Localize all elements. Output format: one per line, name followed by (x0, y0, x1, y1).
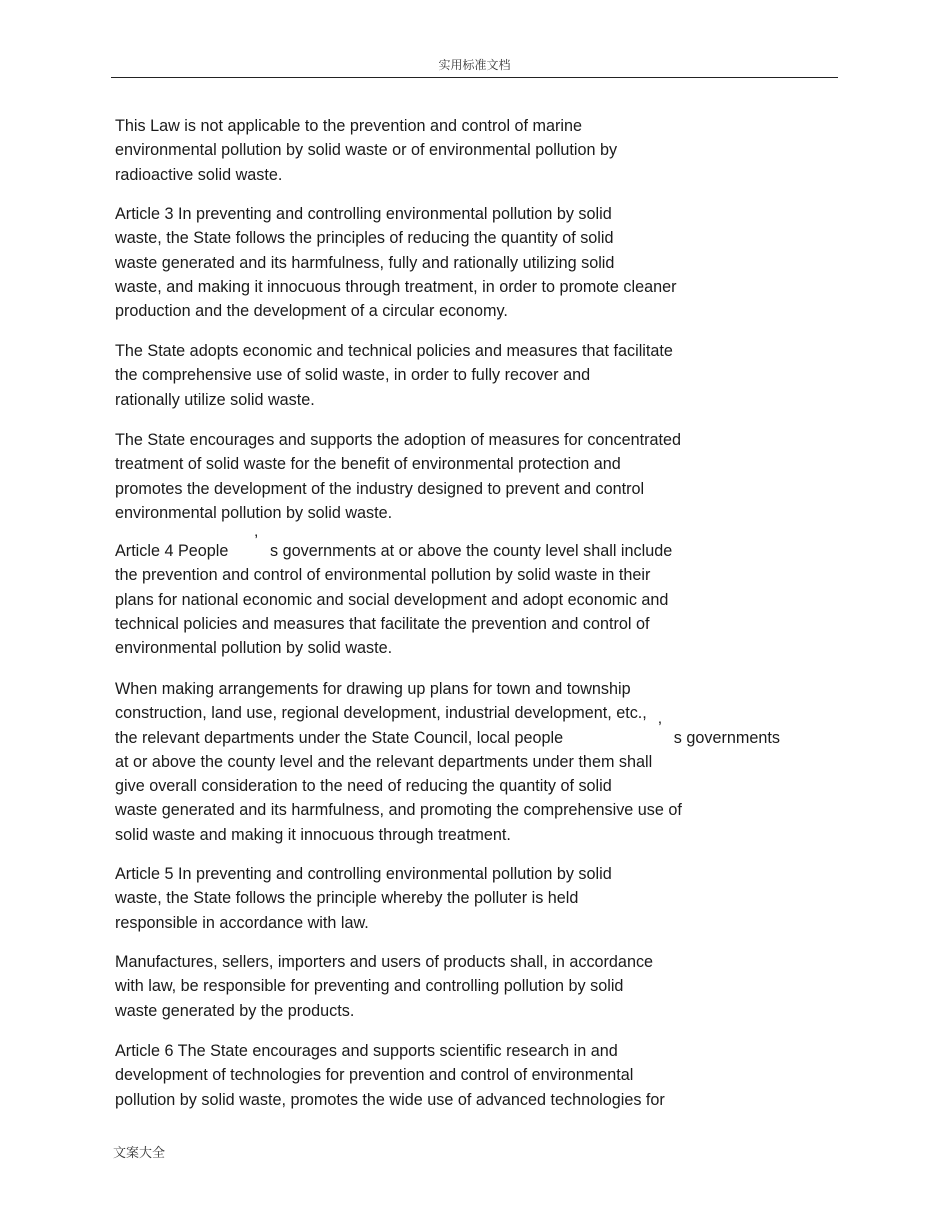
text-line: technical policies and measures that facilitate the prevention and control of (115, 614, 650, 633)
text-fragment: the relevant departments under the State Council, local people (115, 728, 564, 747)
text-line: This Law is not applicable to the prevention and control of marine (115, 117, 583, 135)
apostrophe-mark: ’ (658, 718, 662, 737)
page-footer: 文案大全 (113, 1146, 166, 1161)
paragraph-concentrated-treatment (115, 428, 681, 525)
text-line: pollution by solid waste, promotes the wide use of advanced technologies for (115, 1090, 665, 1109)
text-line: waste generated by the products. (115, 1001, 355, 1020)
text-line: waste, the State follows the principles of reducing the quantity of solid (115, 229, 614, 248)
text-line: radioactive solid waste. (115, 165, 283, 184)
text-line: Article 5 In preventing and controlling environmental pollution by solid (115, 865, 612, 883)
text-line: When making arrangements for drawing up plans for town and township (115, 680, 631, 698)
text-line: Manufactures, sellers, importers and users of products shall, in accordance (115, 953, 654, 971)
paragraph-article-5 (115, 862, 612, 935)
text-line: solid waste and making it innocuous through treatment. (115, 825, 511, 844)
header-divider (111, 77, 838, 78)
text-line: the prevention and control of environmental pollution by solid waste in their (115, 566, 651, 585)
text-line: production and the development of a circular economy. (115, 302, 508, 321)
paragraph-article-4 (115, 532, 673, 660)
text-line: with law, be responsible for preventing and controlling pollution by solid (115, 977, 624, 996)
paragraph-economic-policies (115, 339, 673, 412)
paragraph-producer-responsibility (115, 950, 653, 1023)
text-line: The State adopts economic and technical policies and measures that facilitate (115, 342, 673, 360)
text-line: at or above the county level and the relevant departments under them shall (115, 752, 653, 771)
paragraph-article-3 (115, 202, 676, 323)
page-header: 实用标准文档 (438, 58, 511, 72)
paragraph-scope (115, 114, 617, 187)
text-fragment: s governments at or above the county level shall include (270, 542, 673, 560)
text-line: waste, and making it innocuous through treatment, in order to promote cleaner (115, 277, 677, 296)
text-line: responsible in accordance with law. (115, 913, 369, 932)
text-fragment: s governments (673, 728, 780, 747)
text-line: construction, land use, regional development, industrial development, etc., (115, 704, 647, 723)
text-line: waste, the State follows the principle whereby the polluter is held (115, 889, 579, 908)
text-line: environmental pollution by solid waste. (115, 639, 393, 658)
paragraph-planning-arrangements (115, 677, 780, 847)
text-line: plans for national economic and social development and adopt economic and (115, 590, 669, 609)
text-line: rationally utilize solid waste. (115, 390, 315, 409)
text-line: waste generated and its harmfulness, and promoting the comprehensive use of (115, 801, 682, 820)
apostrophe-mark: ’ (254, 532, 258, 550)
text-line: waste generated and its harmfulness, fully and rationally utilizing solid (115, 253, 615, 272)
text-line: Article 3 In preventing and controlling environmental pollution by solid (115, 205, 612, 223)
text-fragment: Article 4 People (115, 542, 229, 560)
text-line: give overall consideration to the need of reducing the quantity of solid (115, 777, 612, 796)
text-line: The State encourages and supports the adoption of measures for concentrated (115, 431, 682, 449)
text-line: environmental pollution by solid waste. (115, 503, 393, 522)
text-line-split (115, 532, 673, 563)
text-line: promotes the development of the industry designed to prevent and control (115, 479, 645, 498)
text-line-split (115, 718, 780, 750)
text-line: development of technologies for prevention and control of environmental (115, 1066, 634, 1085)
paragraph-article-6 (115, 1039, 665, 1112)
text-line: treatment of solid waste for the benefit of environmental protection and (115, 455, 621, 474)
text-line: the comprehensive use of solid waste, in order to fully recover and (115, 366, 591, 385)
text-line: Article 6 The State encourages and supports scientific research in and (115, 1042, 618, 1060)
text-line: environmental pollution by solid waste or of environmental pollution by (115, 141, 618, 160)
